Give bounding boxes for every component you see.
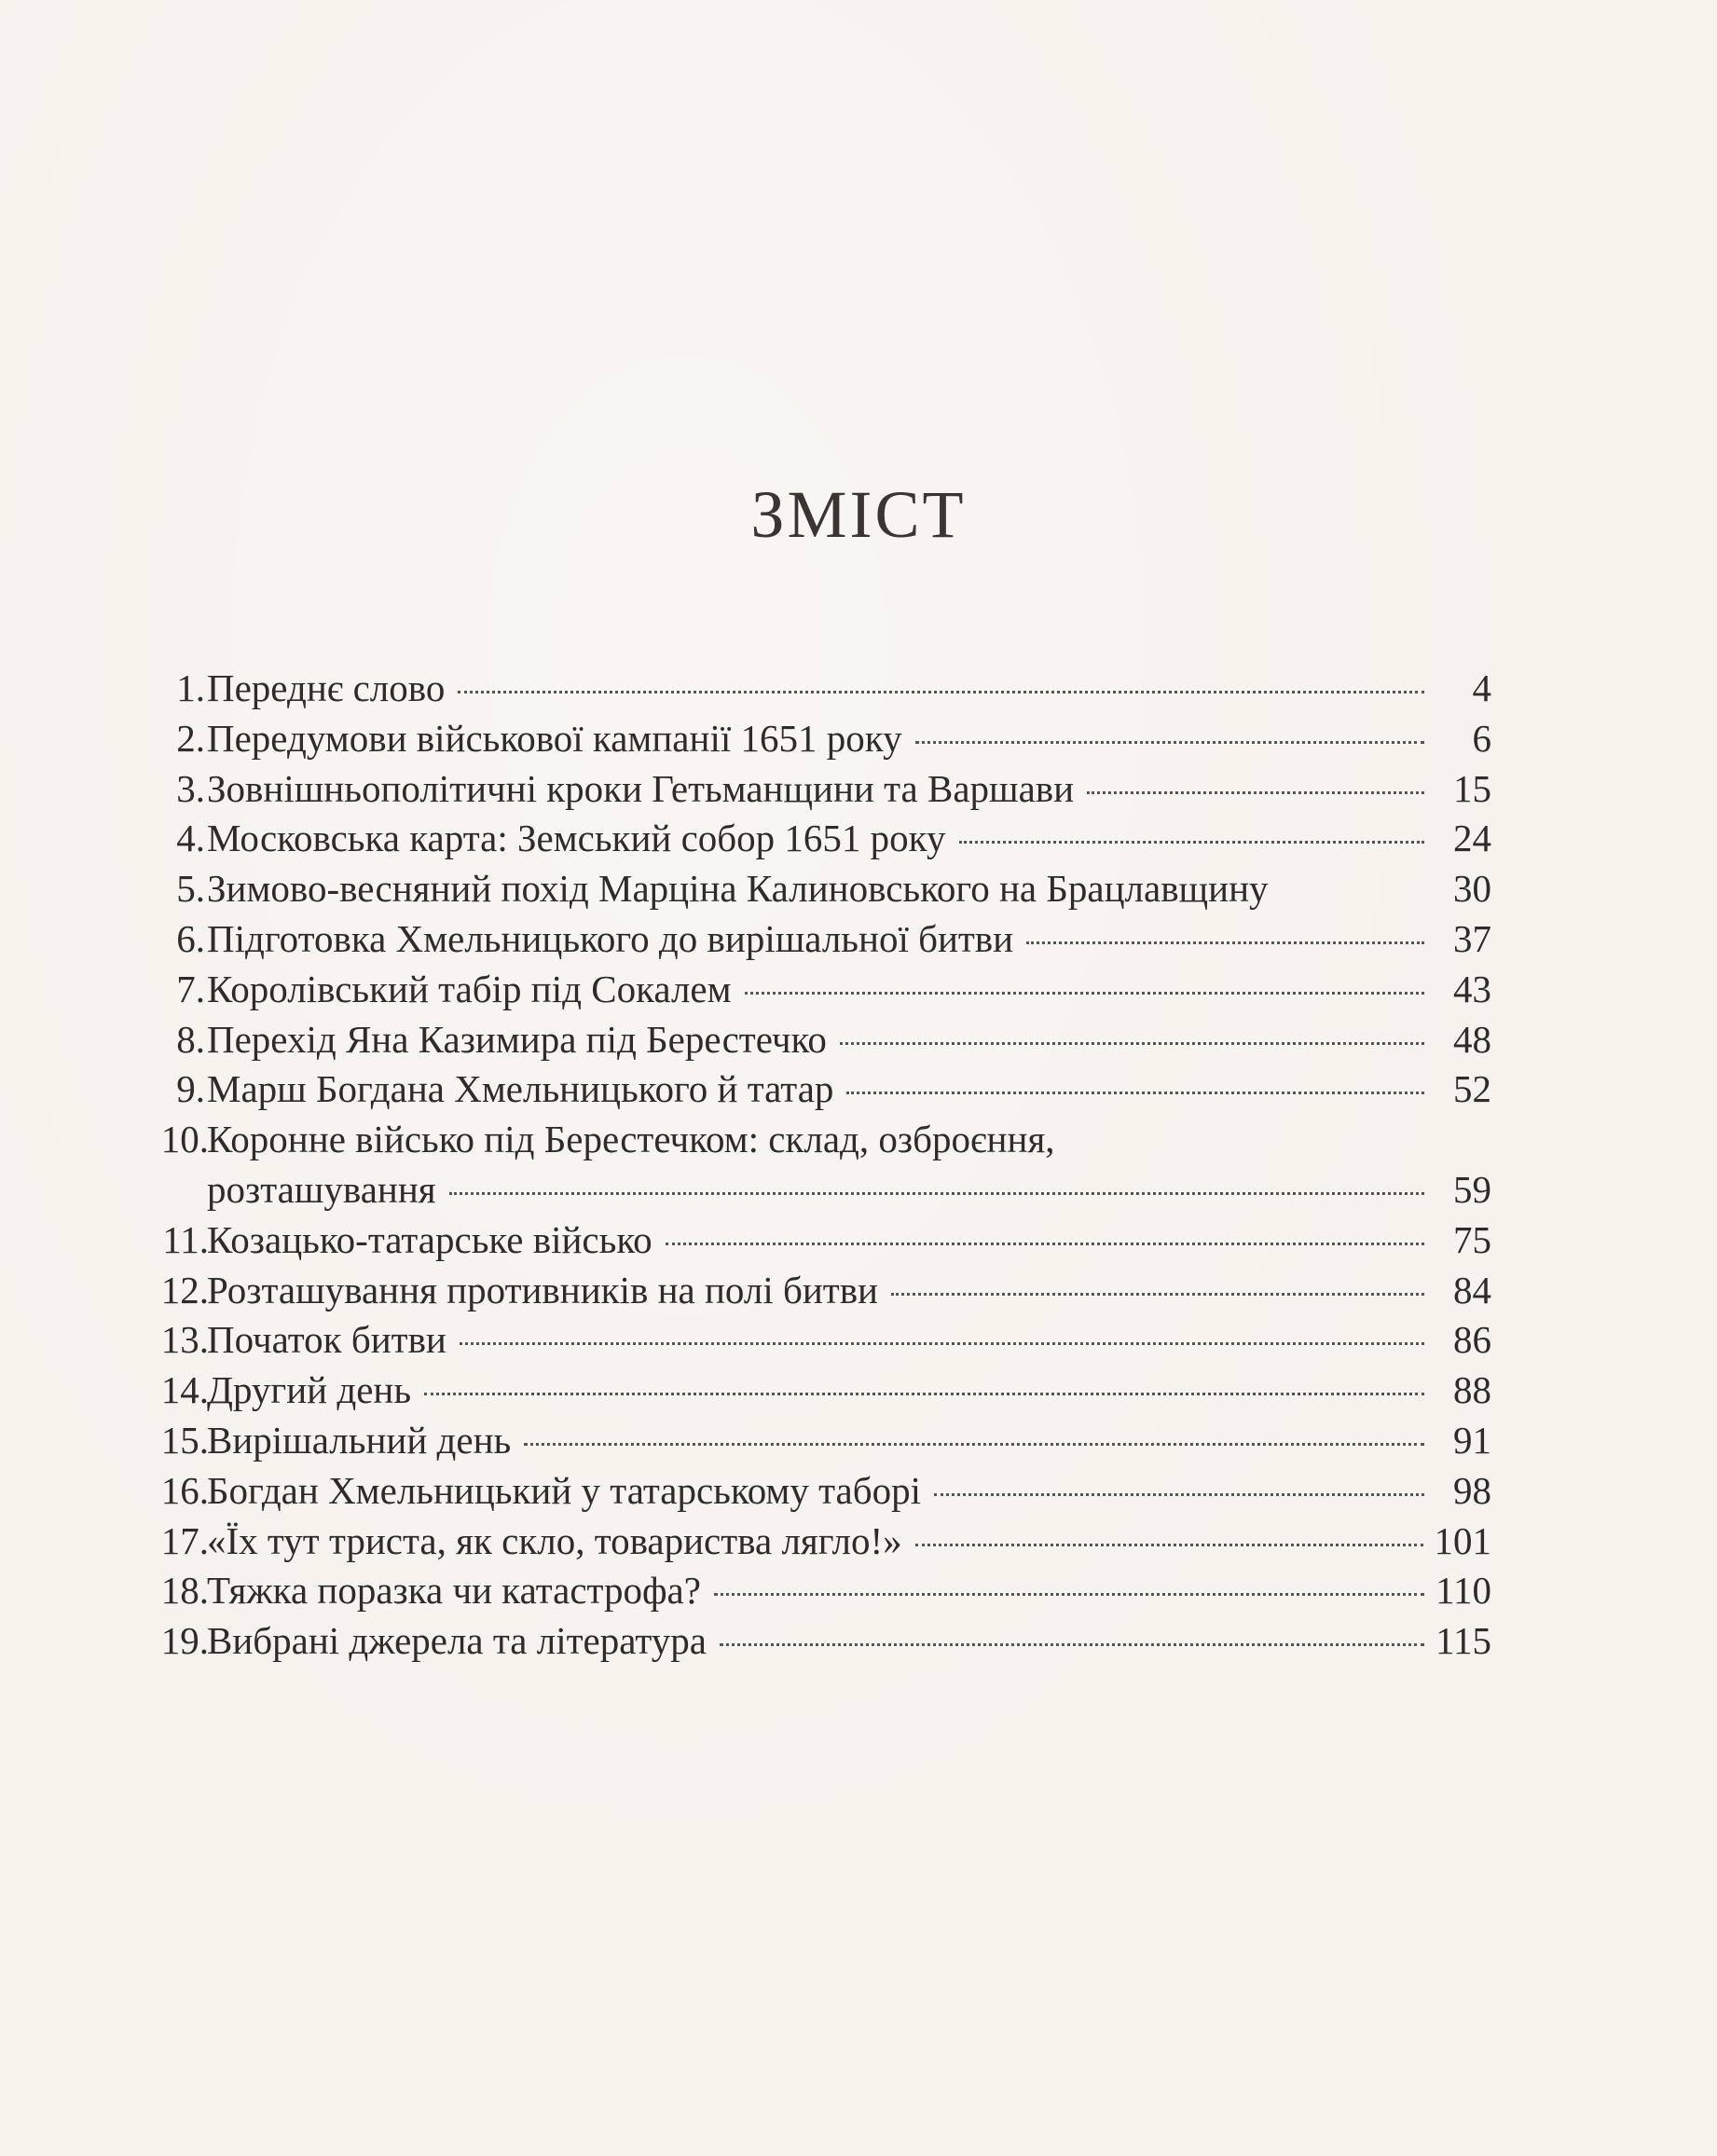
- toc-entry-label-line2: розташування: [207, 1167, 436, 1211]
- toc-entry-page: 75: [1453, 1217, 1491, 1261]
- dot-leader: [714, 1593, 1424, 1596]
- toc-entry-label: Козацько-татарське військо: [207, 1217, 652, 1261]
- toc-entry-page: 24: [1453, 817, 1491, 860]
- dot-leader: [1274, 891, 1426, 894]
- toc-entry-number: 13.: [160, 1318, 209, 1362]
- toc-entry-label: Вибрані джерела та література: [207, 1619, 707, 1663]
- toc-entry: [140, 1015, 1491, 1065]
- dot-leader: [666, 1243, 1424, 1245]
- toc-entry-number: 15.: [160, 1418, 209, 1462]
- toc-entry-page: 37: [1453, 916, 1491, 960]
- dot-leader: [720, 1643, 1424, 1646]
- toc-entry-label: Марш Богдана Хмельницького й татар: [207, 1067, 834, 1111]
- toc-entry-number: 18.: [160, 1569, 209, 1613]
- toc-entry-number: 11.: [162, 1217, 209, 1261]
- dot-leader: [891, 1293, 1424, 1296]
- toc-entry-page: 98: [1453, 1468, 1491, 1512]
- toc-entry-number: 10.: [160, 1118, 209, 1161]
- toc-entry-page: 110: [1435, 1569, 1491, 1613]
- toc-entry-label-line1: Коронне військо під Берестечком: склад, озброєння,: [207, 1118, 1055, 1161]
- dot-leader: [846, 1092, 1424, 1094]
- toc-entry-label: Королівський табір під Сокалем: [207, 967, 732, 1010]
- toc-entry-page: 101: [1434, 1518, 1491, 1562]
- toc-entry: [140, 1064, 1491, 1115]
- toc-entry: [140, 864, 1491, 914]
- toc-entry-number: 16.: [160, 1468, 209, 1512]
- toc-entry: [140, 1215, 1491, 1266]
- table-of-contents: [140, 664, 1491, 1667]
- toc-entry-page: 91: [1453, 1418, 1491, 1462]
- toc-entry-label: Зимово-весняний похід Марціна Калиновського на Брацлавщину: [207, 867, 1269, 911]
- toc-entry-number: 14.: [160, 1368, 209, 1412]
- toc-entry-page: 115: [1435, 1619, 1491, 1663]
- toc-entry-number: 7.: [176, 967, 205, 1010]
- toc-entry: [140, 1517, 1491, 1567]
- toc-entry-page: 59: [1453, 1167, 1491, 1211]
- toc-entry-page: 43: [1453, 967, 1491, 1010]
- toc-entry-label: Другий день: [207, 1368, 412, 1412]
- toc-entry-page: 48: [1453, 1017, 1491, 1061]
- toc-entry-label: Вирішальний день: [207, 1418, 512, 1462]
- dot-leader: [1026, 941, 1424, 944]
- toc-entry-page: 15: [1453, 766, 1491, 810]
- dot-leader: [915, 1544, 1423, 1546]
- toc-entry: [140, 1616, 1491, 1667]
- toc-entry: [140, 764, 1491, 815]
- dot-leader: [449, 1192, 1424, 1195]
- toc-entry: [140, 914, 1491, 965]
- toc-entry-page: 6: [1472, 716, 1491, 760]
- toc-entry: [140, 1115, 1491, 1215]
- toc-entry-number: 2.: [176, 716, 205, 760]
- dot-leader: [745, 992, 1424, 995]
- dot-leader: [934, 1493, 1424, 1496]
- dot-leader: [1087, 791, 1424, 794]
- toc-entry: [140, 814, 1491, 864]
- toc-entry-label: Переднє слово: [207, 666, 446, 709]
- toc-entry-number: 3.: [176, 766, 205, 810]
- dot-leader: [458, 691, 1424, 693]
- toc-entry-number: 8.: [176, 1017, 205, 1061]
- toc-entry-label: Богдан Хмельницький у татарському таборі: [207, 1468, 921, 1512]
- dot-leader: [524, 1443, 1424, 1446]
- dot-leader: [915, 741, 1424, 744]
- dot-leader: [460, 1342, 1424, 1345]
- toc-entry-page: 84: [1453, 1268, 1491, 1311]
- toc-entry-number: 9.: [176, 1067, 205, 1111]
- toc-entry-number: 1.: [176, 666, 205, 709]
- toc-entry-label: Підготовка Хмельницького до вирішальної битви: [207, 916, 1014, 960]
- toc-entry: [140, 1315, 1491, 1366]
- toc-entry: [140, 1266, 1491, 1316]
- toc-entry-number: 5.: [176, 867, 205, 911]
- toc-entry-label: Тяжка поразка чи катастрофа?: [207, 1569, 701, 1613]
- dot-leader: [840, 1042, 1424, 1045]
- toc-entry-label: Перехід Яна Казимира під Берестечко: [207, 1017, 827, 1061]
- toc-entry: [140, 1566, 1491, 1616]
- toc-entry-label: Московська карта: Земський собор 1651 року: [207, 817, 946, 860]
- toc-entry-number: 12.: [160, 1268, 209, 1311]
- toc-entry: [140, 714, 1491, 764]
- toc-entry-number: 4.: [176, 817, 205, 860]
- toc-entry-label: Початок битви: [207, 1318, 446, 1362]
- toc-entry-number: 19.: [160, 1619, 209, 1663]
- toc-entry-label: Зовнішньополітичні кроки Гетьманщини та Варшави: [207, 766, 1075, 810]
- toc-entry: [140, 1416, 1491, 1466]
- toc-entry-label: Передумови військової кампанії 1651 року: [207, 716, 902, 760]
- toc-entry-page: 4: [1472, 666, 1491, 709]
- toc-entry-page: 86: [1453, 1318, 1491, 1362]
- toc-entry: [140, 965, 1491, 1015]
- toc-entry-label: Розташування противників на полі битви: [207, 1268, 879, 1311]
- toc-entry-number: 17.: [160, 1518, 209, 1562]
- page-title: ЗМІСТ: [750, 477, 967, 552]
- dot-leader: [424, 1393, 1424, 1395]
- toc-entry-label: «Їх тут триста, як скло, товариства лягло!»: [207, 1518, 902, 1562]
- toc-entry: [140, 1466, 1491, 1517]
- toc-entry: [140, 1366, 1491, 1416]
- toc-entry: [140, 664, 1491, 714]
- dot-leader: [959, 841, 1425, 844]
- toc-entry-page: 52: [1453, 1067, 1491, 1111]
- toc-entry-page: 88: [1453, 1368, 1491, 1412]
- toc-entry-page: 30: [1453, 867, 1491, 911]
- toc-entry-number: 6.: [176, 916, 205, 960]
